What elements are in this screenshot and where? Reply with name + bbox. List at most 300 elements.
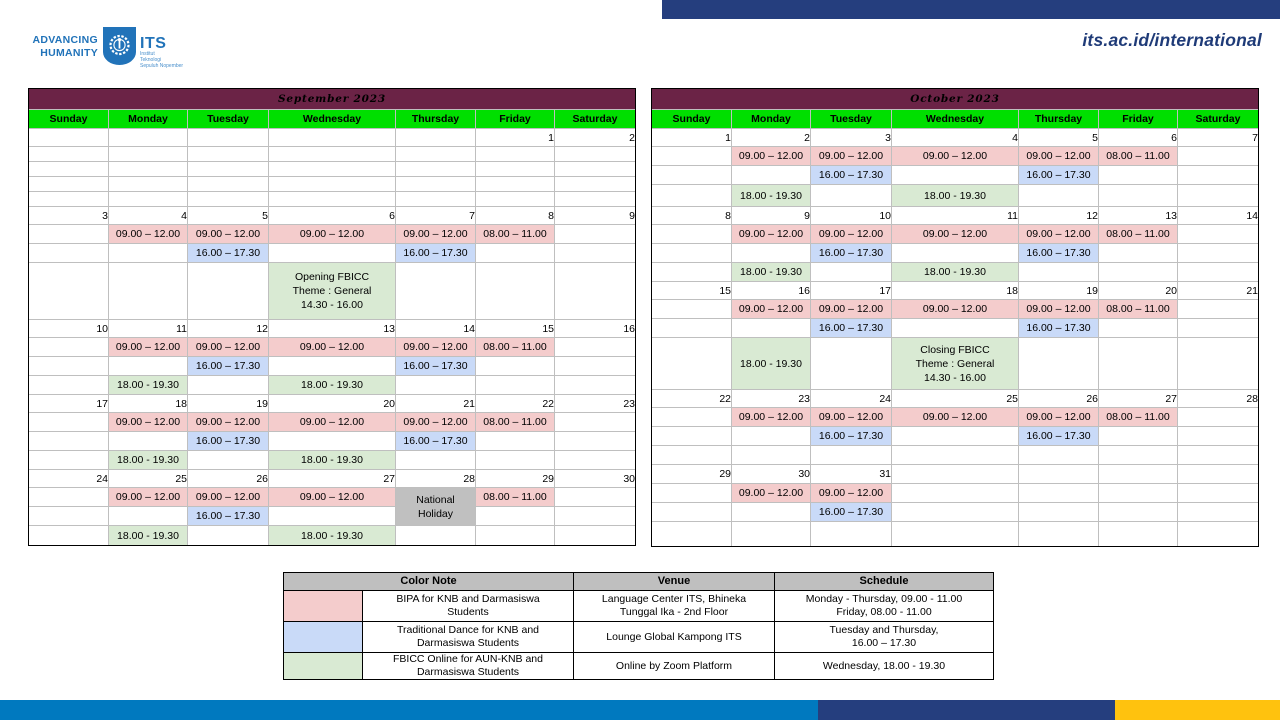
empty-cell: [1099, 244, 1178, 263]
date-cell: 17: [811, 282, 892, 300]
empty-cell: [1178, 465, 1259, 484]
empty-cell: [892, 522, 1019, 547]
schedule-cell: 16.00 – 17.30: [396, 432, 476, 451]
empty-cell: [732, 319, 811, 338]
empty-cell: [555, 192, 636, 207]
empty-cell: [1178, 338, 1259, 390]
schedule-cell: Closing FBICC Theme : General 14.30 - 16.00: [892, 338, 1019, 390]
empty-cell: [555, 432, 636, 451]
legend-color-swatch: [284, 591, 363, 622]
schedule-cell: 09.00 – 12.00: [396, 225, 476, 244]
empty-cell: [1099, 522, 1178, 547]
schedule-cell: 09.00 – 12.00: [811, 408, 892, 427]
empty-cell: [652, 484, 732, 503]
schedule-cell: 09.00 – 12.00: [269, 488, 396, 507]
date-cell: 29: [476, 470, 555, 488]
empty-cell: [29, 225, 109, 244]
date-cell: 19: [1019, 282, 1099, 300]
schedule-cell: 09.00 – 12.00: [892, 225, 1019, 244]
empty-cell: [29, 432, 109, 451]
schedule-cell: 08.00 – 11.00: [1099, 225, 1178, 244]
empty-cell: [811, 446, 892, 465]
empty-cell: [396, 192, 476, 207]
empty-cell: [652, 427, 732, 446]
day-header: Saturday: [1178, 110, 1259, 129]
empty-cell: [29, 357, 109, 376]
empty-cell: [811, 338, 892, 390]
empty-cell: [109, 263, 188, 320]
empty-cell: [1178, 319, 1259, 338]
empty-cell: [1099, 185, 1178, 207]
date-cell: 16: [732, 282, 811, 300]
empty-cell: [109, 357, 188, 376]
date-cell: 15: [652, 282, 732, 300]
day-header: Wednesday: [892, 110, 1019, 129]
empty-cell: [396, 376, 476, 395]
date-cell: 7: [396, 207, 476, 225]
empty-cell: [109, 177, 188, 192]
legend-header-color-note: Color Note: [284, 573, 574, 591]
empty-cell: [29, 129, 109, 147]
empty-cell: [555, 162, 636, 177]
empty-cell: [109, 244, 188, 263]
date-cell: 26: [1019, 390, 1099, 408]
empty-cell: [476, 263, 555, 320]
empty-cell: [29, 507, 109, 526]
empty-cell: [109, 192, 188, 207]
empty-cell: [652, 166, 732, 185]
date-cell: 29: [652, 465, 732, 484]
schedule-cell: 18.00 - 19.30: [269, 526, 396, 546]
empty-cell: [652, 300, 732, 319]
schedule-cell: 09.00 – 12.00: [732, 300, 811, 319]
empty-cell: [555, 263, 636, 320]
schedule-cell: 16.00 – 17.30: [188, 432, 269, 451]
empty-cell: [732, 503, 811, 522]
day-header: Sunday: [29, 110, 109, 129]
empty-cell: [555, 177, 636, 192]
day-header: Monday: [109, 110, 188, 129]
date-cell: 30: [555, 470, 636, 488]
empty-cell: [396, 129, 476, 147]
schedule-cell: 16.00 – 17.30: [811, 503, 892, 522]
date-cell: 25: [892, 390, 1019, 408]
date-cell: 4: [109, 207, 188, 225]
schedule-cell: 16.00 – 17.30: [1019, 427, 1099, 446]
empty-cell: [1178, 166, 1259, 185]
empty-cell: [732, 244, 811, 263]
date-cell: 4: [892, 129, 1019, 147]
empty-cell: [892, 319, 1019, 338]
schedule-cell: 09.00 – 12.00: [811, 484, 892, 503]
empty-cell: [1019, 465, 1099, 484]
date-cell: 26: [188, 470, 269, 488]
date-cell: 10: [29, 320, 109, 338]
empty-cell: [1019, 263, 1099, 282]
schedule-cell: 16.00 – 17.30: [811, 166, 892, 185]
date-cell: 9: [555, 207, 636, 225]
schedule-cell: 09.00 – 12.00: [811, 225, 892, 244]
date-cell: 8: [652, 207, 732, 225]
empty-cell: [1019, 446, 1099, 465]
date-cell: 12: [1019, 207, 1099, 225]
empty-cell: [555, 147, 636, 162]
empty-cell: [1178, 185, 1259, 207]
empty-cell: [269, 432, 396, 451]
empty-cell: [1099, 484, 1178, 503]
date-cell: 16: [555, 320, 636, 338]
date-cell: 23: [555, 395, 636, 413]
empty-cell: [29, 263, 109, 320]
empty-cell: [1099, 465, 1178, 484]
date-cell: 1: [476, 129, 555, 147]
date-cell: 30: [732, 465, 811, 484]
empty-cell: [652, 244, 732, 263]
date-cell: 24: [29, 470, 109, 488]
schedule-cell: 16.00 – 17.30: [188, 357, 269, 376]
empty-cell: [1178, 446, 1259, 465]
empty-cell: [476, 451, 555, 470]
empty-cell: [892, 446, 1019, 465]
date-cell: 24: [811, 390, 892, 408]
advancing-line2: HUMANITY: [40, 47, 98, 59]
date-cell: 31: [811, 465, 892, 484]
empty-cell: [29, 451, 109, 470]
advancing-line1: ADVANCING: [32, 34, 98, 46]
schedule-cell: 16.00 – 17.30: [1019, 244, 1099, 263]
empty-cell: [188, 451, 269, 470]
legend-color-swatch: [284, 653, 363, 680]
legend-note: Traditional Dance for KNB and Darmasiswa Students: [363, 622, 574, 653]
date-cell: 2: [555, 129, 636, 147]
empty-cell: [1019, 503, 1099, 522]
empty-cell: [1099, 166, 1178, 185]
empty-cell: [555, 225, 636, 244]
empty-cell: [1099, 427, 1178, 446]
empty-cell: [1178, 300, 1259, 319]
day-header: Wednesday: [269, 110, 396, 129]
empty-cell: [188, 129, 269, 147]
day-header: Tuesday: [811, 110, 892, 129]
its-sub-line2: Teknologi: [140, 57, 162, 63]
empty-cell: [555, 413, 636, 432]
empty-cell: [269, 192, 396, 207]
schedule-cell: 18.00 - 19.30: [109, 376, 188, 395]
legend-row: [284, 622, 994, 653]
day-header: Friday: [1099, 110, 1178, 129]
legend-table: [283, 572, 994, 680]
date-cell: 14: [396, 320, 476, 338]
empty-cell: [652, 225, 732, 244]
empty-cell: [109, 129, 188, 147]
schedule-cell: 09.00 – 12.00: [1019, 225, 1099, 244]
schedule-cell: 08.00 – 11.00: [1099, 147, 1178, 166]
date-cell: 11: [109, 320, 188, 338]
date-cell: 6: [269, 207, 396, 225]
date-cell: 22: [652, 390, 732, 408]
empty-cell: [29, 376, 109, 395]
date-cell: 21: [1178, 282, 1259, 300]
empty-cell: [269, 507, 396, 526]
empty-cell: [555, 526, 636, 546]
schedule-cell: 16.00 – 17.30: [811, 319, 892, 338]
empty-cell: [476, 432, 555, 451]
empty-cell: [396, 526, 476, 546]
empty-cell: [652, 185, 732, 207]
date-cell: 20: [1099, 282, 1178, 300]
empty-cell: [476, 162, 555, 177]
date-cell: 7: [1178, 129, 1259, 147]
empty-cell: [109, 432, 188, 451]
empty-cell: [811, 185, 892, 207]
date-cell: 5: [1019, 129, 1099, 147]
schedule-cell: 09.00 – 12.00: [396, 413, 476, 432]
empty-cell: [652, 147, 732, 166]
empty-cell: [732, 427, 811, 446]
empty-cell: [555, 451, 636, 470]
schedule-cell: 18.00 - 19.30: [732, 263, 811, 282]
date-cell: 21: [396, 395, 476, 413]
empty-cell: [188, 192, 269, 207]
empty-cell: [269, 244, 396, 263]
empty-cell: [732, 522, 811, 547]
empty-cell: [1178, 503, 1259, 522]
empty-cell: [269, 357, 396, 376]
schedule-cell: 09.00 – 12.00: [109, 225, 188, 244]
legend-schedule: Wednesday, 18.00 - 19.30: [775, 653, 994, 680]
empty-cell: [476, 244, 555, 263]
empty-cell: [732, 446, 811, 465]
empty-cell: [476, 357, 555, 376]
legend-note: BIPA for KNB and Darmasiswa Students: [363, 591, 574, 622]
date-cell: 22: [476, 395, 555, 413]
empty-cell: [892, 484, 1019, 503]
date-cell: 27: [1099, 390, 1178, 408]
date-cell: 18: [892, 282, 1019, 300]
empty-cell: [1099, 319, 1178, 338]
date-cell: 3: [811, 129, 892, 147]
its-wordmark: [140, 36, 183, 69]
empty-cell: [29, 413, 109, 432]
legend-note: FBICC Online for AUN-KNB and Darmasiswa Students: [363, 653, 574, 680]
date-cell: 2: [732, 129, 811, 147]
schedule-cell: 09.00 – 12.00: [732, 225, 811, 244]
schedule-cell: 16.00 – 17.30: [1019, 166, 1099, 185]
date-cell: 27: [269, 470, 396, 488]
date-cell: 9: [732, 207, 811, 225]
empty-cell: [1178, 484, 1259, 503]
date-cell: 28: [1178, 390, 1259, 408]
its-sub-line1: Institut: [140, 51, 155, 57]
schedule-cell: 08.00 – 11.00: [1099, 300, 1178, 319]
date-cell: 5: [188, 207, 269, 225]
schedule-cell: 08.00 – 11.00: [476, 413, 555, 432]
empty-cell: [269, 177, 396, 192]
date-cell: 8: [476, 207, 555, 225]
day-header: Sunday: [652, 110, 732, 129]
date-cell: 10: [811, 207, 892, 225]
empty-cell: [811, 263, 892, 282]
empty-cell: [892, 465, 1019, 484]
legend-header-venue: Venue: [574, 573, 775, 591]
empty-cell: [476, 507, 555, 526]
its-wordmark-text: ITS: [140, 35, 167, 52]
empty-cell: [892, 427, 1019, 446]
schedule-cell: 18.00 - 19.30: [269, 451, 396, 470]
date-cell: 12: [188, 320, 269, 338]
advancing-humanity-text: [26, 34, 98, 60]
empty-cell: [29, 192, 109, 207]
empty-cell: [188, 376, 269, 395]
schedule-cell: 16.00 – 17.30: [396, 244, 476, 263]
schedule-cell: 09.00 – 12.00: [811, 300, 892, 319]
schedule-cell: 09.00 – 12.00: [269, 338, 396, 357]
empty-cell: [1178, 408, 1259, 427]
legend-schedule: Tuesday and Thursday, 16.00 – 17.30: [775, 622, 994, 653]
bottom-bar-yellow: [1115, 700, 1280, 720]
empty-cell: [1099, 503, 1178, 522]
empty-cell: [555, 488, 636, 507]
empty-cell: [188, 177, 269, 192]
empty-cell: [811, 522, 892, 547]
date-cell: 17: [29, 395, 109, 413]
empty-cell: [29, 177, 109, 192]
calendar-october: [651, 88, 1259, 547]
day-header: Tuesday: [188, 110, 269, 129]
date-cell: 3: [29, 207, 109, 225]
schedule-cell: 16.00 – 17.30: [1019, 319, 1099, 338]
empty-cell: [476, 177, 555, 192]
schedule-cell: 18.00 - 19.30: [109, 451, 188, 470]
schedule-cell: 09.00 – 12.00: [188, 225, 269, 244]
legend-row: [284, 591, 994, 622]
empty-cell: [109, 162, 188, 177]
date-cell: 1: [652, 129, 732, 147]
empty-cell: [396, 177, 476, 192]
legend-venue: Lounge Global Kampong ITS: [574, 622, 775, 653]
legend-header-schedule: Schedule: [775, 573, 994, 591]
empty-cell: [396, 162, 476, 177]
empty-cell: [1019, 522, 1099, 547]
schedule-cell: 09.00 – 12.00: [892, 408, 1019, 427]
date-cell: 13: [269, 320, 396, 338]
empty-cell: [1019, 185, 1099, 207]
empty-cell: [396, 451, 476, 470]
empty-cell: [1099, 338, 1178, 390]
day-header: Friday: [476, 110, 555, 129]
schedule-cell: 18.00 - 19.30: [269, 376, 396, 395]
date-cell: 6: [1099, 129, 1178, 147]
empty-cell: [188, 162, 269, 177]
empty-cell: [476, 526, 555, 546]
schedule-cell: 08.00 – 11.00: [1099, 408, 1178, 427]
empty-cell: [1099, 446, 1178, 465]
empty-cell: [555, 338, 636, 357]
empty-cell: [555, 357, 636, 376]
site-url: its.ac.id/international: [1082, 30, 1262, 50]
schedule-cell: 18.00 - 19.30: [732, 185, 811, 207]
schedule-cell: 08.00 – 11.00: [476, 338, 555, 357]
legend-schedule: Monday - Thursday, 09.00 - 11.00 Friday, 08.00 - 11.00: [775, 591, 994, 622]
schedule-cell: 09.00 – 12.00: [811, 147, 892, 166]
empty-cell: [555, 376, 636, 395]
empty-cell: [1178, 147, 1259, 166]
schedule-cell: 18.00 - 19.30: [109, 526, 188, 546]
schedule-cell: 16.00 – 17.30: [188, 507, 269, 526]
schedule-cell: 18.00 - 19.30: [892, 185, 1019, 207]
schedule-cell: 09.00 – 12.00: [188, 488, 269, 507]
schedule-cell: 09.00 – 12.00: [732, 408, 811, 427]
top-accent-bar: [662, 0, 1280, 19]
empty-cell: [555, 507, 636, 526]
day-header: Monday: [732, 110, 811, 129]
empty-cell: [476, 192, 555, 207]
empty-cell: [892, 166, 1019, 185]
empty-cell: [396, 147, 476, 162]
empty-cell: [652, 503, 732, 522]
schedule-cell: 18.00 - 19.30: [892, 263, 1019, 282]
date-cell: 25: [109, 470, 188, 488]
empty-cell: [29, 488, 109, 507]
day-header: Thursday: [1019, 110, 1099, 129]
schedule-cell: 09.00 – 12.00: [269, 413, 396, 432]
empty-cell: [555, 244, 636, 263]
empty-cell: [29, 147, 109, 162]
empty-cell: [732, 166, 811, 185]
empty-cell: [652, 338, 732, 390]
empty-cell: [29, 162, 109, 177]
empty-cell: [396, 263, 476, 320]
empty-cell: [1178, 244, 1259, 263]
schedule-cell: 16.00 – 17.30: [188, 244, 269, 263]
empty-cell: [652, 263, 732, 282]
schedule-cell: 09.00 – 12.00: [109, 488, 188, 507]
empty-cell: [269, 129, 396, 147]
schedule-cell: 09.00 – 12.00: [732, 484, 811, 503]
schedule-cell: 09.00 – 12.00: [109, 413, 188, 432]
legend-venue: Online by Zoom Platform: [574, 653, 775, 680]
empty-cell: [476, 147, 555, 162]
empty-cell: [892, 503, 1019, 522]
date-cell: 28: [396, 470, 476, 488]
date-cell: 15: [476, 320, 555, 338]
schedule-cell: 09.00 – 12.00: [1019, 300, 1099, 319]
empty-cell: [1019, 484, 1099, 503]
schedule-cell: 09.00 – 12.00: [188, 338, 269, 357]
empty-cell: [652, 522, 732, 547]
date-cell: 19: [188, 395, 269, 413]
empty-cell: [1178, 522, 1259, 547]
empty-cell: [652, 319, 732, 338]
empty-cell: [1019, 338, 1099, 390]
empty-cell: [29, 338, 109, 357]
empty-cell: [652, 446, 732, 465]
schedule-cell: 09.00 – 12.00: [892, 300, 1019, 319]
date-cell: 23: [732, 390, 811, 408]
empty-cell: [892, 244, 1019, 263]
schedule-cell: 09.00 – 12.00: [188, 413, 269, 432]
empty-cell: [1178, 225, 1259, 244]
schedule-cell: 16.00 – 17.30: [811, 427, 892, 446]
schedule-cell: 09.00 – 12.00: [396, 338, 476, 357]
schedule-cell: 16.00 – 17.30: [396, 357, 476, 376]
legend-row: [284, 653, 994, 680]
legend-color-swatch: [284, 622, 363, 653]
empty-cell: [188, 526, 269, 546]
empty-cell: [1178, 427, 1259, 446]
empty-cell: [109, 147, 188, 162]
calendar-title: October 2023: [652, 89, 1259, 110]
